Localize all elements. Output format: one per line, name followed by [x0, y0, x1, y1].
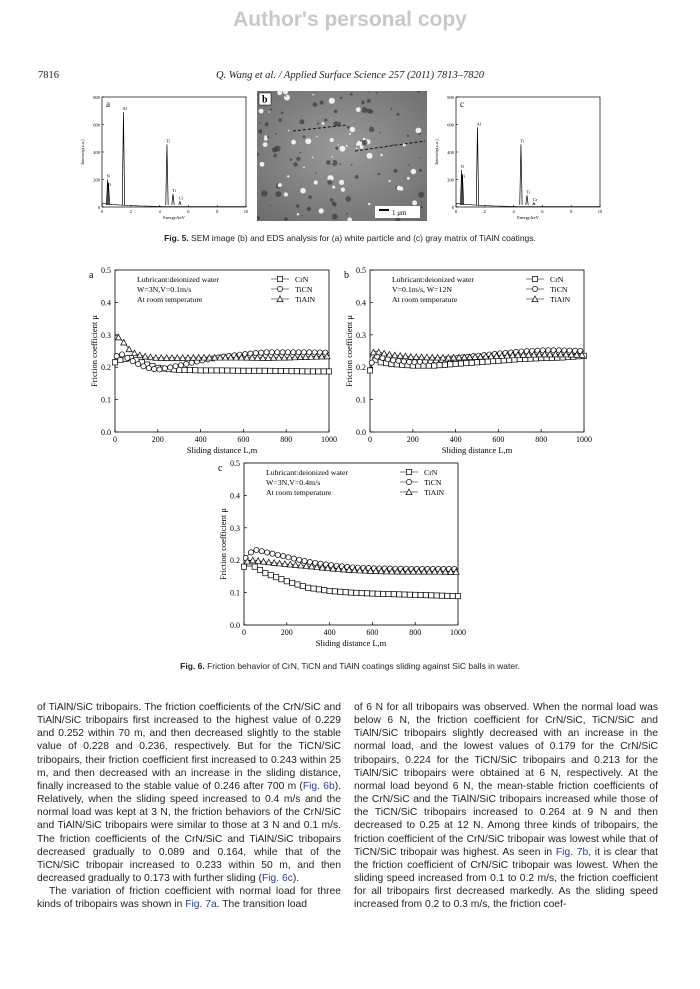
friction-chart-a [83, 264, 345, 464]
marker-circle [146, 366, 151, 371]
marker-square [257, 567, 262, 572]
marker-square [326, 369, 331, 374]
peak-label: Ti [165, 138, 170, 144]
marker-circle [277, 286, 282, 291]
x-tick-label: 1000 [450, 628, 466, 637]
y-tick-label: 0.2 [230, 556, 240, 566]
y-tick-label: 0.5 [101, 266, 111, 275]
marker-square [300, 584, 305, 589]
marker-square [263, 571, 268, 576]
marker-circle [162, 366, 167, 371]
friction-chart-c [212, 457, 478, 657]
annotation-line: At room temperature [137, 295, 203, 304]
marker-square [306, 585, 311, 590]
spectrum-peak [166, 144, 168, 205]
marker-square [246, 368, 251, 373]
marker-square [274, 575, 279, 580]
x-tick-label: 1000 [321, 435, 337, 444]
legend-label: TiCN [550, 285, 568, 294]
marker-triangle [370, 349, 376, 355]
marker-square [268, 368, 273, 373]
y-tick-label: 0.1 [356, 395, 366, 405]
panel-label: a [89, 270, 94, 281]
marker-square [187, 368, 192, 373]
marker-square [381, 591, 386, 596]
marker-square [532, 276, 537, 281]
peak-label: Cr [178, 195, 184, 201]
marker-square [490, 359, 495, 364]
annotation-line: W=3N,V=0.1m/s [137, 285, 192, 294]
x-tick-label: 8 [216, 209, 219, 214]
y-axis-label: Friction coefficient μ [344, 315, 354, 387]
body-right-column [354, 701, 658, 912]
marker-square [343, 590, 348, 595]
marker-triangle [126, 346, 132, 352]
y-tick-label: 600 [93, 122, 100, 128]
x-tick-label: 4 [512, 209, 515, 214]
marker-square [354, 590, 359, 595]
marker-square [241, 368, 246, 373]
marker-square [327, 588, 332, 593]
x-tick-label: 400 [194, 435, 207, 444]
marker-triangle [137, 352, 143, 358]
annotation-line: W=3N,V=0.4m/s [266, 478, 321, 487]
panel-label: c [460, 99, 464, 109]
scale-bar-label: 1 μm [392, 209, 407, 217]
marker-square [423, 593, 428, 598]
marker-square [406, 469, 411, 474]
y-tick-label: 0.4 [356, 298, 366, 308]
marker-circle [248, 550, 253, 555]
y-tick-label: 0.5 [356, 266, 366, 275]
marker-circle [369, 360, 374, 365]
marker-square [391, 592, 396, 597]
watermark: Author's personal copy [233, 8, 467, 31]
marker-triangle [131, 350, 137, 356]
peak-label: Al [122, 106, 127, 112]
annotation-line: V=0.1m/s, W=12N [392, 285, 452, 294]
marker-square [289, 369, 294, 374]
marker-circle [157, 367, 162, 372]
y-tick-label: 0.2 [101, 363, 111, 373]
y-tick-label: 800 [93, 95, 100, 100]
marker-square [322, 588, 327, 593]
marker-square [112, 360, 117, 365]
marker-square [450, 593, 455, 598]
marker-circle [275, 552, 280, 557]
y-tick-label: 0.4 [101, 298, 111, 308]
y-tick-label: 600 [447, 122, 454, 128]
x-tick-label: 1000 [576, 435, 592, 444]
marker-square [442, 362, 447, 367]
x-tick-label: 400 [323, 628, 336, 637]
x-tick-label: 0 [242, 628, 246, 637]
peak-label: Ti [461, 173, 466, 179]
peak-label: N [106, 173, 110, 179]
marker-square [434, 593, 439, 598]
peak-label: Ti [525, 189, 530, 195]
x-tick-label: 200 [151, 435, 164, 444]
page-number: 7816 [38, 70, 59, 81]
marker-square [182, 367, 187, 372]
fig-ref-link[interactable]: Fig. 6b [302, 780, 335, 792]
marker-square [235, 368, 240, 373]
spectrum-peak [526, 195, 528, 205]
marker-triangle [142, 353, 148, 359]
friction-chart-b [338, 264, 604, 464]
x-tick-label: 0 [368, 435, 372, 444]
y-tick-label: 0 [451, 205, 454, 210]
x-axis-label: Sliding distance L,m [186, 445, 258, 455]
x-axis-label: Energy/keV [163, 215, 185, 220]
marker-square [437, 363, 442, 368]
marker-square [290, 580, 295, 585]
marker-circle [184, 361, 189, 366]
x-tick-label: 600 [237, 435, 250, 444]
legend-label: TiAlN [550, 295, 571, 304]
y-tick-label: 0.1 [230, 588, 240, 598]
marker-square [321, 369, 326, 374]
legend-label: CrN [550, 275, 564, 284]
y-tick-label: 400 [93, 150, 100, 155]
legend-label: CrN [295, 275, 309, 284]
peak-label: Ti [171, 187, 176, 193]
marker-square [407, 592, 412, 597]
marker-square [375, 591, 380, 596]
x-tick-label: 800 [280, 435, 293, 444]
marker-square [279, 577, 284, 582]
spectrum-baseline [456, 204, 599, 207]
y-axis-label: Intensity(a.u.) [80, 139, 85, 165]
x-tick-label: 800 [535, 435, 548, 444]
marker-square [367, 368, 372, 373]
marker-square [209, 368, 214, 373]
marker-square [225, 368, 230, 373]
marker-circle [259, 549, 264, 554]
fig5-caption: Fig. 5. SEM image (b) and EDS analysis for (a) white particle and (c) gray matrix of TiAlN coatings. [164, 233, 536, 243]
marker-square [338, 589, 343, 594]
y-axis-label: Intensity(a.u.) [434, 139, 439, 165]
marker-square [278, 368, 283, 373]
annotation-line: At room temperature [266, 488, 332, 497]
marker-square [474, 360, 479, 365]
legend-label: TiCN [295, 285, 313, 294]
marker-square [448, 362, 453, 367]
x-tick-label: 800 [409, 628, 422, 637]
legend-label: CrN [424, 468, 438, 477]
marker-square [439, 593, 444, 598]
marker-circle [532, 286, 537, 291]
y-tick-label: 0.0 [230, 621, 240, 630]
y-tick-label: 0.4 [230, 491, 240, 501]
marker-square [480, 359, 485, 364]
marker-square [370, 591, 375, 596]
marker-square [359, 590, 364, 595]
x-axis-label: Sliding distance L,m [315, 638, 387, 648]
peak-label: Ti [107, 181, 112, 187]
x-tick-label: 10 [243, 209, 248, 214]
fig6-caption: Fig. 6. Friction behavior of CrN, TiCN and TiAlN coatings sliding against SiC balls in water. [180, 661, 520, 671]
marker-circle [407, 359, 412, 364]
peak-label: Al [476, 121, 481, 127]
marker-circle [130, 359, 135, 364]
x-tick-label: 600 [366, 628, 379, 637]
annotation-line: Lubricant:deionized water [137, 275, 220, 284]
marker-square [453, 361, 458, 366]
marker-square [311, 586, 316, 591]
marker-square [455, 594, 460, 599]
legend-label: TiAlN [295, 295, 316, 304]
marker-square [458, 361, 463, 366]
marker-square [273, 368, 278, 373]
y-tick-label: 0.5 [230, 459, 240, 468]
annotation-line: At room temperature [392, 295, 458, 304]
marker-circle [189, 360, 194, 365]
paragraph: of 6 N for all tribopairs was observed. When the normal load was below 6 N, the friction coefficient for CrN/SiC, TiCN/SiC and TiAlN/SiC tribopairs slightly decreased with an increase in the normal load, and the lowest values of 0.179 for the CrN/SiC tribopairs, 0.224 for the TiCN/SiC tribopairs and 0.213 for the TiAlN/SiC tribopairs were obtained at 6 N, respectively. At the normal load beyond 6 N, the mean-stable friction coefficients of the CrN/SiC and the TiAlN/SiC tribopairs increased while those of the TiCN/SiC tribopairs increased to 0.264 at 9 N and then decreased to 0.25 at 12 N. Among three kinds of tribopairs, the friction coefficient of the CrN/SiC tribopair was lowest while that of TiCN/SiC tribopair was highest. As seen in Fig. 7b, it is clear that the friction coefficient of CrN/SiC tribopair was lowest. When the sliding speed increased from 0.1 to 0.2 m/s, the friction coefficient for all tribopairs first decreased markedly. As the sliding speed increased from 0.2 to 0.3 m/s, the friction coef- [354, 702, 659, 911]
x-tick-label: 8 [570, 209, 573, 214]
y-tick-label: 0.3 [230, 523, 240, 533]
marker-square [284, 368, 289, 373]
panel-label: b [344, 270, 349, 281]
y-tick-label: 200 [93, 177, 100, 183]
x-tick-label: 0 [454, 209, 458, 214]
marker-square [300, 369, 305, 374]
panel-label-b: b [262, 94, 268, 106]
spectrum-peak [179, 202, 181, 205]
y-tick-label: 200 [447, 177, 454, 183]
marker-square [418, 592, 423, 597]
x-tick-label: 0 [113, 435, 117, 444]
y-tick-label: 0 [97, 205, 100, 210]
marker-square [198, 368, 203, 373]
x-tick-label: 10 [597, 209, 602, 214]
marker-circle [270, 551, 275, 556]
marker-circle [141, 364, 146, 369]
x-tick-label: 2 [483, 209, 486, 214]
marker-square [316, 369, 321, 374]
marker-circle [173, 364, 178, 369]
marker-circle [401, 359, 406, 364]
x-tick-label: 2 [129, 209, 132, 214]
y-tick-label: 0.3 [356, 330, 366, 340]
spectrum-peak [520, 144, 522, 205]
y-tick-label: 400 [447, 150, 454, 155]
marker-circle [254, 547, 259, 552]
spectrum-baseline [102, 204, 245, 207]
fig-ref-link[interactable]: Fig. 6c [261, 873, 293, 885]
marker-square [397, 592, 402, 597]
marker-circle [269, 350, 274, 355]
marker-square [295, 582, 300, 587]
marker-circle [125, 355, 130, 360]
marker-square [294, 369, 299, 374]
marker-circle [264, 350, 269, 355]
body-left-column [37, 701, 341, 912]
marker-square [268, 573, 273, 578]
marker-square [257, 368, 262, 373]
marker-circle [406, 479, 411, 484]
sem-image [257, 91, 427, 221]
marker-square [445, 593, 450, 598]
x-tick-label: 400 [449, 435, 462, 444]
y-axis-label: Friction coefficient μ [89, 315, 99, 387]
paragraph: The variation of friction coefficient with normal load for three kinds of tribopairs was shown in Fig. 7a. The transition load [37, 886, 341, 911]
y-axis-label: Friction coefficient μ [218, 508, 228, 580]
spectrum-peak [122, 112, 124, 205]
x-tick-label: 600 [492, 435, 505, 444]
marker-triangle [376, 349, 382, 355]
annotation-line: Lubricant:deionized water [392, 275, 475, 284]
marker-circle [391, 358, 396, 363]
marker-square [284, 579, 289, 584]
marker-square [464, 361, 469, 366]
panel-label: c [218, 463, 223, 474]
marker-square [316, 587, 321, 592]
legend-label: TiCN [424, 478, 442, 487]
x-tick-label: 200 [406, 435, 419, 444]
marker-square [305, 369, 310, 374]
marker-circle [136, 361, 141, 366]
y-tick-label: 0.0 [356, 428, 366, 437]
y-tick-label: 0.2 [356, 363, 366, 373]
x-tick-label: 4 [158, 209, 161, 214]
x-tick-label: 6 [541, 209, 544, 214]
marker-square [348, 590, 353, 595]
marker-square [219, 368, 224, 373]
marker-circle [297, 557, 302, 562]
marker-square [193, 368, 198, 373]
marker-square [252, 368, 257, 373]
y-tick-label: 0.0 [101, 428, 111, 437]
peak-label: Cr [532, 196, 538, 202]
marker-square [332, 589, 337, 594]
y-tick-label: 0.1 [101, 395, 111, 405]
marker-circle [281, 554, 286, 559]
marker-circle [265, 550, 270, 555]
marker-circle [168, 365, 173, 370]
marker-square [485, 359, 490, 364]
fig-ref-link[interactable]: Fig. 7b [555, 846, 589, 858]
marker-square [203, 368, 208, 373]
running-title: Q. Wang et al. / Applied Surface Science 257 (2011) 7813–7820 [215, 70, 485, 81]
marker-square [241, 564, 246, 569]
marker-circle [114, 354, 119, 359]
marker-square [386, 591, 391, 596]
y-tick-label: 800 [447, 95, 454, 100]
spectrum-peak [533, 203, 535, 205]
spectrum-peak [172, 194, 174, 205]
marker-circle [291, 556, 296, 561]
marker-circle [396, 358, 401, 363]
marker-square [432, 363, 437, 368]
marker-square [230, 368, 235, 373]
annotation-line: Lubricant:deionized water [266, 468, 349, 477]
marker-circle [178, 363, 183, 368]
marker-square [469, 360, 474, 365]
peak-label: Ti [519, 138, 524, 144]
marker-square [496, 358, 501, 363]
y-tick-label: 0.3 [101, 330, 111, 340]
fig-ref-link[interactable]: Fig. 7a [185, 899, 217, 911]
marker-square [364, 591, 369, 596]
marker-square [402, 592, 407, 597]
spectrum-peak [476, 127, 478, 205]
x-tick-label: 200 [280, 628, 293, 637]
panel-label: a [106, 99, 110, 109]
marker-circle [152, 367, 157, 372]
marker-circle [286, 555, 291, 560]
x-tick-label: 0 [100, 209, 104, 214]
marker-square [262, 368, 267, 373]
x-axis-label: Sliding distance L,m [441, 445, 513, 455]
marker-square [413, 592, 418, 597]
paragraph: of TiAlN/SiC tribopairs. The friction coefficients of the CrN/SiC and TiAlN/SiC tribopairs first increased to the highest value of 0.229 and 0.252 within 70 m, and then decreased slightly to the stable value of 0.228 and 0.236, respectively. But for the TiCN/SiC tribopairs, their friction coefficient first increased to 0.243 within 25 m, and then decreased with an increase in the sliding distance, finally increased to the stable value of 0.246 after 700 m (Fig. 6b). Relatively, when the sliding speed increased to 0.4 m/s and the normal load was kept at 3 N, the friction behaviors of the CrN/SiC and TiAlN/SiC tribopairs were similar to those at 3 N and 0.1 m/s. The friction coefficients of the CrN/SiC and TiAlN/SiC tribopairs decreased gradually to 0.089 and 0.164, while that of the TiCN/SiC tribopair increased to 0.233 within 50 m, and then decreased gradually to 0.173 with further sliding (Fig. 6c). [37, 702, 341, 885]
marker-square [277, 276, 282, 281]
marker-square [310, 369, 315, 374]
x-tick-label: 6 [187, 209, 190, 214]
marker-square [252, 564, 257, 569]
marker-square [214, 368, 219, 373]
marker-circle [119, 352, 124, 357]
eds-chart-a [78, 91, 248, 221]
eds-chart-c [432, 91, 602, 221]
x-axis-label: Energy/keV [517, 215, 539, 220]
peak-label: N [460, 163, 464, 169]
marker-square [429, 593, 434, 598]
marker-circle [412, 360, 417, 365]
legend-label: TiAlN [424, 488, 445, 497]
